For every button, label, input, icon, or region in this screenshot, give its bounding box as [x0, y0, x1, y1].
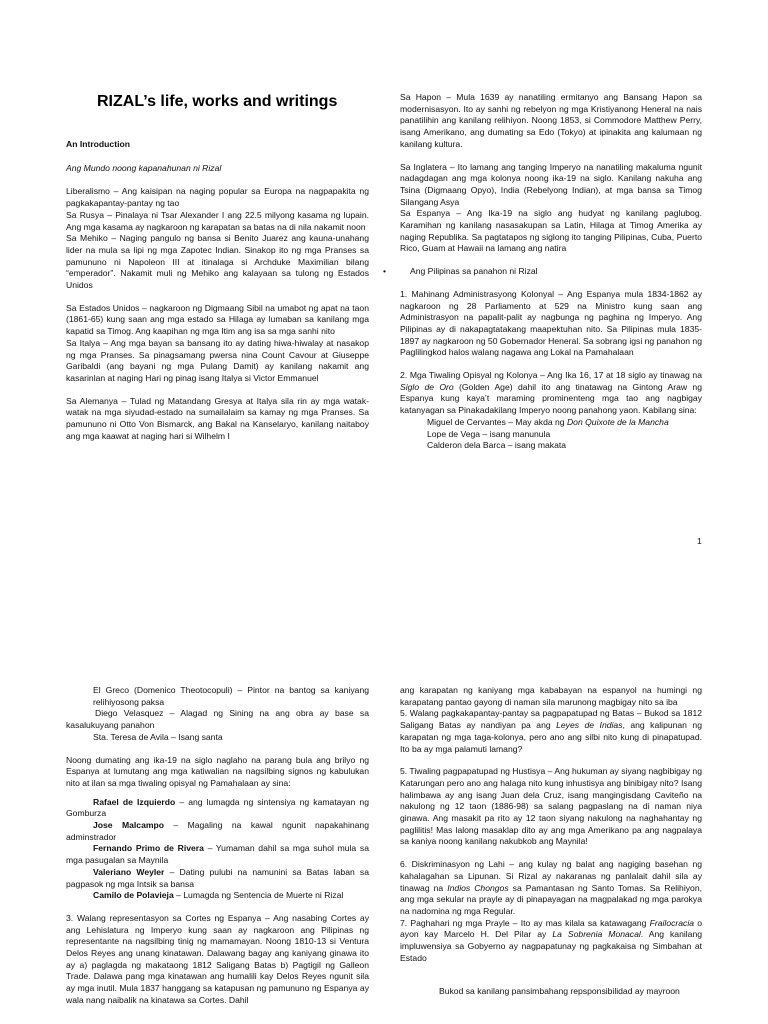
bullet-icon: •	[383, 266, 387, 277]
page-number: 1	[697, 536, 702, 546]
paragraph-pagkakapantay: 5. Walang pagkakapantay-pantay sa pagpapatupad ng Batas – Bukod sa 1812 Saligang Batas ay nandiyan pa ang Leyes de Indias, ang kalipunan ng karapatan ng mga taga-kolonya, pero ano ang silbi nito kung di pinapatupad. Ito ba ay mga palamuti lamang?	[400, 708, 702, 754]
paragraph-hapon: Sa Hapon – Mula 1639 ay nanatiling ermitanyo ang Bansang Hapon sa modernisasyon. Ito ay sanhi ng rebelyon ng mga Kristiyanong Heneral na nais panatilihin ang kanilang relihiyon. Noong 1853, si Commodore Matthew Perry, isang Amerikano, ang dumating sa Edo (Tokyo) at ipinakita ang kalumaan ng kanilang kultura.	[400, 92, 702, 149]
paragraph-espanya: Sa Espanya – Ang Ika-19 na siglo ang hudyat ng kanilang paglubog. Karamihan ng kanilang nasasakupan sa Latin, Hilaga at Timog Amerika ay naging Republika. Sa pagtatapos ng siglong ito tanging Pilipinas, Cuba, Puerto Rico, Guam at Hawaii na lamang ang natira	[400, 208, 702, 254]
official-primo-de-rivera: Fernando Primo de Rivera – Yumaman dahil sa mga suhol mula sa mga pasugalan sa Maynila	[66, 843, 369, 866]
paragraph-italya: Sa Italya – Ang mga bayan sa bansang ito ay dating hiwa-hiwalay at nasakop ng mga Pranses. Sa pinagsamang pwersa nina Count Cavour at Giuseppe Garibaldi (ang bayani ng mga Pulang Damit) ay kanilang nakamit ang kasarinlan at naging Hari ng pinag isang Italya si Victor Emmanuel	[66, 337, 369, 383]
paragraph-liberalismo: Liberalismo – Ang kaisipan na naging popular sa Europa na nagpapakita ng pagkakapantay-pantay ng tao	[66, 186, 369, 209]
page1-right-column	[383, 92, 702, 452]
intro-heading: An Introduction	[66, 139, 130, 149]
page2-left-column	[66, 685, 369, 1007]
paragraph-tiwaling-opisyal: 2. Mga Tiwaling Opisyal ng Kolonya – Ang Ika 16, 17 at 18 siglo ay tinawag na Siglo de Oro (Golden Age) dahil ito ang tinatawag na Gintong Araw ng Espanya kung kaya’t maraming prominenteng mga tao ang nagbigay katanyagan sa Pinakadakilang Imperyo noong panahong yaon. Kabilang sina:	[400, 370, 702, 416]
official-polavieja: Camilo de Polavieja – Lumagda ng Sentencia de Muerte ni Rizal	[93, 890, 344, 901]
paragraph-mehiko: Sa Mehiko – Naging pangulo ng bansa si Benito Juarez ang kauna-unahang lider na mula sa lipi ng mga Zapotec Indian. Sinakop ito ng mga Pranses sa pamununo ni Napoleon III at itinalaga si Archduke Maximilian bilang “emperador”. Nakamit muli ng Mehiko ang kalayaan sa tulong ng Estados Unidos	[66, 233, 369, 291]
paragraph-hustisya: 5. Tiwaling pagpapatupad ng Hustisya – Ang hukuman ay siyang nagbibigay ng Katarungan pero ano ang halaga nito kung inhustisya ang binibigay nito? Isang halimbawa ay ang isang Juan dela Cruz, isang mangingisdang Caviteño na nakulong ng 12 taon (1886-98) sa salang pagpaslang na di naman niya ginawa. Ang masakit pa rito ay 12 taon siyang nakulong na naghahantay ng paglilitis! Mas lalong masaklap dito ay ang mga Amerikano pa ang nagpalaya sa kaniya noong kanilang nakubkob ang Maynila!	[400, 766, 702, 847]
document-title: RIZAL’s life, works and writings	[97, 93, 338, 110]
name-greco: El Greco (Domenico Theotocopuli) – Pintor na bantog sa kaniyang relihiyosong paksa	[93, 685, 369, 707]
name-vega: Lope de Vega – isang manunula	[427, 428, 551, 439]
paragraph-noong-dumating: Noong dumating ang ika-19 na siglo naglaho na parang bula ang brilyo ng Espanya at lumutang ang mga katiwalian na nagsilbing signos ng kabulukan nito at ilan sa mga tiwaling opisyal ng Pamahalaan ay sina:	[66, 754, 369, 788]
official-weyler: Valeriano Weyler – Dating pulubi na namunini sa Batas laban sa pagpasok ng mga Intsik sa bansa	[66, 866, 369, 889]
official-izquierdo: Rafael de Izquierdo – ang lumagda ng sintensiya ng kamatayan ng Gomburza	[66, 796, 369, 819]
name-velasquez: Diego Velasquez – Alagad ng Sining na ang obra ay base sa kasalukuyang panahon	[66, 708, 369, 731]
paragraph-walang-representasyon: 3. Walang representasyon sa Cortes ng Espanya – Ang nasabing Cortes ay ang Lehislatura ng Imperyo kung saan ay nagkaroon ang Pilipinas ng representante na nagsilbing tinig ng mamamayan. Noong 1810-13 si Ventura Delos Reyes ang unang kinatawan. Dalawang bagay ang kaniyang ginawa ito ay a) paglagda ng makataong 1812 Saligang Batas b) Pagtigil ng Galleon Trade. Dalawa pang mga kinatawan ang humalili kay Delos Reyes ngunit sila ay mga inutil. Mula 1837 hanggang sa katapusan ng pamununo ng Espanya ay wala nang naibalik na kinatawa sa Cortes. Dahil	[66, 912, 369, 1005]
paragraph-estados-unidos: Sa Estados Unidos – nagkaroon ng Digmaang Sibil na umabot ng apat na taon (1861-65) kung saan ang mga estado sa Hilaga ay lumaban sa kanilang mga kapatid sa Timog. Ang kaapihan ng mga Itim ang isa sa mga sanhi nito	[66, 302, 369, 337]
page2-right-column	[400, 685, 702, 998]
paragraph-administrasyon: 1. Mahinang Administrasyong Kolonyal – Ang Espanya mula 1834-1862 ay nagkaroon ng 28 Parliamento at 529 na Ministro kung saan ang Administrasyon na papalit-palit ay nagbunga ng paghina ng Imperyo. Ang Pilipinas ay di nakapagtatakang maapektuhan nito. Sa Pilipinas mula 1835-1897 ay nagkaroon ng 50 Gobernador Heneral. Sa sobrang igsi ng panahon ng Paglilingkod halos walang nagawa ang Lokal na Pamahalaan	[400, 288, 702, 358]
paragraph-bukod: Bukod sa kanilang pansimbahang repsponsibilidad ay mayroon	[439, 986, 680, 997]
paragraph-diskriminasyon: 6. Diskriminasyon ng Lahi – ang kulay ng balat ang nagiging basehan ng kahalagahan sa Lipunan. Si Rizal ay nakaranas ng panlalait dahil sila ay tinawag na Indios Chongos sa Pamantasan ng Santo Tomas. Sa Relihiyon, ang mga sekular na prayle ay di pinapayagan na magpalakad ng mga parokya na nadomina ng mga Regular.	[400, 859, 702, 916]
page1-left-column	[66, 139, 369, 442]
paragraph-karapatan: ang karapatan ng kaniyang mga kababayan na espanyol na humingi ng karapatang pantao gayong di naman sila marunong magbigay nito sa iba	[400, 685, 702, 707]
bullet-text: Ang Pilipinas sa panahon ni Rizal	[410, 266, 538, 277]
paragraph-rusya: Sa Rusya – Pinalaya ni Tsar Alexander I ang 22.5 milyong kasama ng lupain. Ang mga kasama ay nagkaroon ng karapatan sa batas na di nila nakamit noon	[66, 209, 369, 232]
name-cervantes: Miguel de Cervantes – May akda ng Don Quixote de la Mancha	[427, 416, 669, 427]
official-malcampo: Jose Malcampo – Magaling na kawal ngunit napakahinang adminstrador	[66, 820, 369, 842]
bullet-item	[383, 266, 702, 278]
paragraph-prayle: 7. Paghahari ng mga Prayle – Ito ay mas kilala sa katawagang Frailocracia o ayon kay Marcelo H. Del Pilar ay La Sobrenia Monacal. Ang kanilang impluwensiya sa Gobyerno ay nagpapatunay ng pagkakaisa ng Simbahan at Estado	[400, 917, 703, 963]
name-calderon: Calderon dela Barca – isang makata	[427, 440, 567, 451]
paragraph-alemanya: Sa Alemanya – Tulad ng Matandang Gresya at Italya sila rin ay mga watak-watak na mga siyudad-estado na sumailalaim sa kamay ng mga Pranses. Sa pamununo ni Otto Von Bismarck, ang Bakal na Kanselaryo, kanilang naitaboy ang mga kaawat at naging hari si Wilhelm I	[66, 395, 369, 441]
intro-subheading: Ang Mundo noong kapanahunan ni Rizal	[66, 162, 222, 173]
paragraph-inglatera: Sa Inglatera – Ito lamang ang tanging Imperyo na nanatiling makaluma ngunit nadagdagan ang mga kolonya noong ika-19 na siglo. Kanilang nakuha ang Tsina (Digmaang Opyo), India (Rebelyong Indian), at mga bansa sa Timog Silangang Asya	[400, 161, 702, 207]
name-teresa: Sta. Teresa de Avila – Isang santa	[93, 731, 223, 742]
